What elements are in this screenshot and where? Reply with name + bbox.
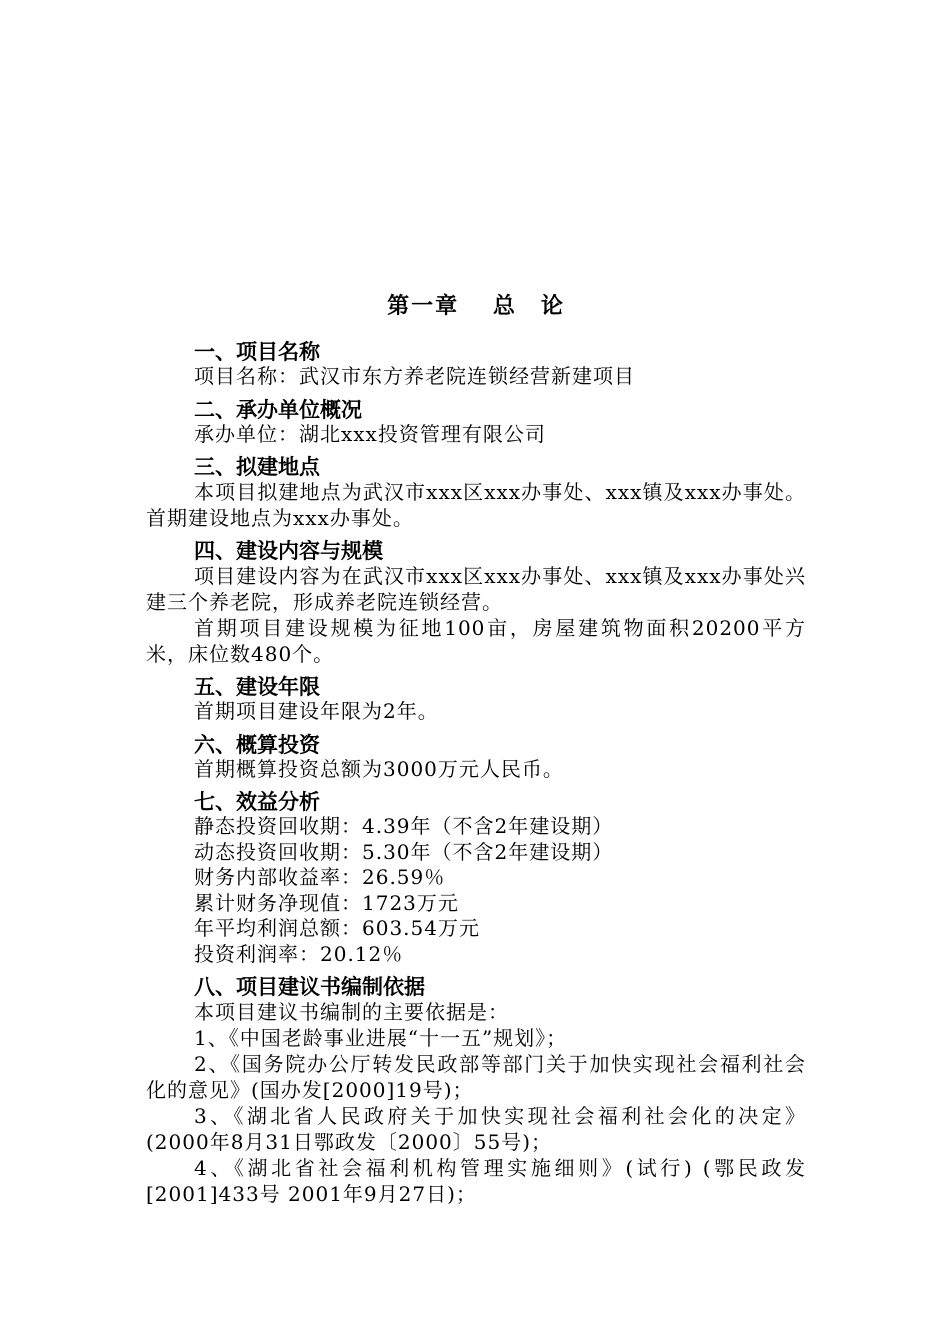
paragraph: 1、《中国老龄事业进展“十一五”规划》； — [194, 1026, 568, 1050]
section-investment — [146, 733, 806, 783]
section-heading: 二、承办单位概况 — [194, 396, 362, 422]
section-scope — [146, 539, 806, 667]
paragraph: 首期项目建设规模为征地100亩，房屋建筑物面积20200平方米，床位数480个。 — [146, 616, 806, 666]
section-heading: 四、建设内容与规模 — [194, 538, 383, 563]
chapter-title: 第一章 总 论 — [387, 293, 565, 319]
paragraph: 首期项目建设年限为2年。 — [194, 699, 439, 723]
section-sponsor — [146, 398, 806, 448]
section-heading: 五、建设年限 — [194, 674, 320, 699]
section-heading: 八、项目建议书编制依据 — [194, 974, 425, 999]
paragraph: 项目建设内容为在武汉市xxx区xxx办事处、xxx镇及xxx办事处兴建三个养老院，形成养老院连锁经营。 — [146, 564, 806, 614]
section-duration — [146, 675, 806, 725]
benefit-item: 投资利润率：20.12％ — [194, 941, 404, 966]
benefit-item: 累计财务净现值：1723万元 — [194, 890, 459, 915]
paragraph: 承办单位：湖北xxx投资管理有限公司 — [194, 421, 546, 446]
section-heading: 三、拟建地点 — [194, 454, 320, 479]
benefit-item: 财务内部收益率：26.59％ — [194, 865, 446, 889]
paragraph: 4、《湖北省社会福利机构管理实施细则》(试行) (鄂民政发[2001]433号 2001年9月27日)； — [146, 1156, 806, 1206]
paragraph: 项目名称：武汉市东方养老院连锁经营新建项目 — [194, 364, 635, 388]
section-location — [146, 455, 806, 531]
section-basis — [146, 975, 806, 1207]
paragraph: 3、《湖北省人民政府关于加快实现社会福利社会化的决定》 (2000年8月31日鄂政发〔2000〕55号)； — [146, 1104, 806, 1154]
document-page — [146, 290, 806, 1215]
section-project-name — [146, 340, 806, 390]
section-heading: 一、项目名称 — [194, 339, 320, 364]
benefit-item: 静态投资回收期：4.39年（不含2年建设期） — [194, 814, 614, 838]
benefit-item: 动态投资回收期：5.30年（不含2年建设期） — [194, 839, 614, 864]
paragraph: 本项目建议书编制的主要依据是： — [194, 1000, 509, 1024]
paragraph: 首期概算投资总额为3000万元人民币。 — [194, 756, 564, 781]
paragraph: 本项目拟建地点为武汉市xxx区xxx办事处、xxx镇及xxx办事处。首期建设地点为xxx办事处。 — [146, 480, 806, 530]
section-heading: 七、效益分析 — [194, 789, 320, 814]
benefit-item: 年平均利润总额：603.54万元 — [194, 916, 480, 940]
section-benefit-analysis — [146, 790, 806, 967]
section-heading: 六、概算投资 — [194, 731, 320, 757]
paragraph: 2、《国务院办公厅转发民政部等部门关于加快实现社会福利社会化的意见》(国办发[2000]19号)； — [146, 1052, 806, 1102]
